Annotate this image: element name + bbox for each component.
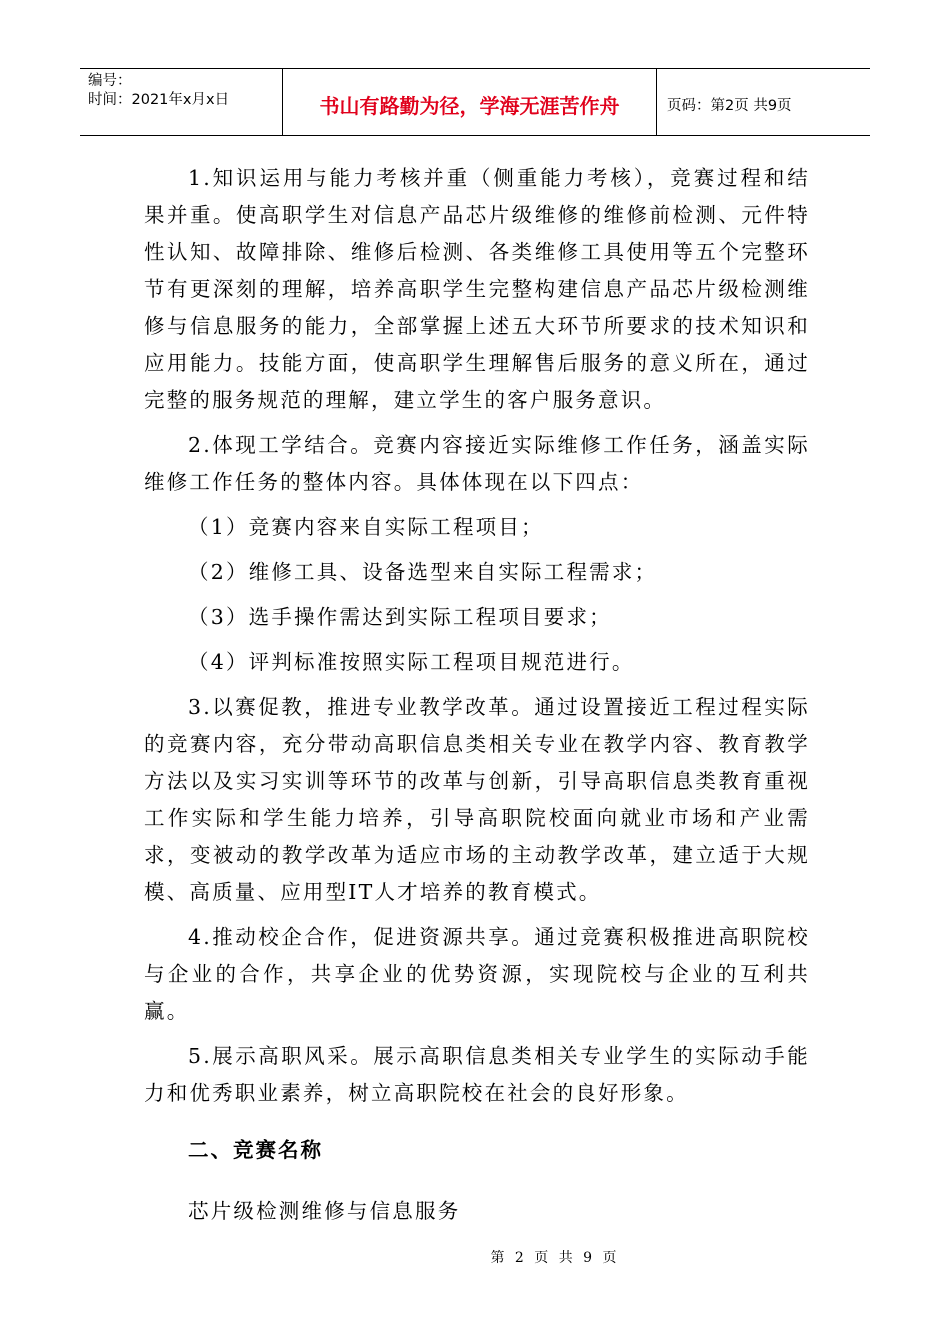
paragraph-5: 5.展示高职风采。展示高职信息类相关专业学生的实际动手能力和优秀职业素养，树立高职院校在社会的良好形象。 xyxy=(144,1044,810,1105)
list-item: （2）维修工具、设备选型来自实际工程需求； xyxy=(188,560,658,584)
paragraph-1: 1.知识运用与能力考核并重（侧重能力考核），竞赛过程和结果并重。使高职学生对信息产品芯片级维修的维修前检测、元件特性认知、故障排除、维修后检测、各类维修工具使用等五个完整环节有更深刻的理解，培养高职学生完整构建信息产品芯片级检测维修与信息服务的能力，全部掌握上述五大环节所要求的技术知识和应用能力。技能方面，使高职学生理解售后服务的意义所在，通过完整的服务规范的理解，建立学生的客户服务意识。 xyxy=(144,166,810,412)
competition-name: 芯片级检测维修与信息服务 xyxy=(188,1199,461,1223)
page-footer: 第 2 页 共 9 页 xyxy=(490,1250,620,1266)
header-meta-cell xyxy=(80,69,283,135)
section-heading: 二、竞赛名称 xyxy=(188,1138,323,1162)
serial-label: 编号： xyxy=(88,73,132,89)
time-label: 时间：2021年x月x日 xyxy=(88,92,230,108)
list-item: （3）选手操作需达到实际工程项目要求； xyxy=(188,605,612,629)
list-item: （4）评判标准按照实际工程项目规范进行。 xyxy=(188,650,635,674)
list-item: （1）竞赛内容来自实际工程项目； xyxy=(188,515,544,539)
paragraph-4: 4.推动校企合作，促进资源共享。通过竞赛积极推进高职院校与企业的合作，共享企业的优势资源，实现院校与企业的互利共赢。 xyxy=(144,925,810,1023)
header-motto: 书山有路勤为径，学海无涯苦作舟 xyxy=(283,69,657,135)
paragraph-2: 2.体现工学结合。竞赛内容接近实际维修工作任务，涵盖实际维修工作任务的整体内容。具体体现在以下四点： xyxy=(144,433,810,494)
header-page-code: 页码：第2页 共9页 xyxy=(667,97,792,114)
paragraph-3: 3.以赛促教，推进专业教学改革。通过设置接近工程过程实际的竞赛内容，充分带动高职信息类相关专业在教学内容、教育教学方法以及实习实训等环节的改革与创新，引导高职信息类教育重视工作实际和学生能力培养，引导高职院校面向就业市场和产业需求，变被动的教学改革为适应市场的主动教学改革，建立适于大规模、高质量、应用型IT人才培养的教育模式。 xyxy=(144,695,810,904)
page-header xyxy=(80,68,870,136)
document-body xyxy=(144,160,810,1230)
